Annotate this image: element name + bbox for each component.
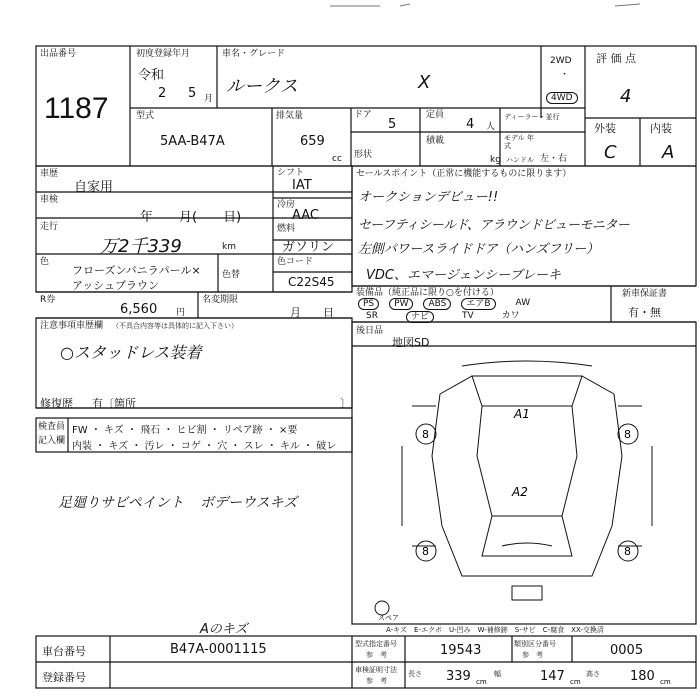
handle-label: ハンドル bbox=[506, 156, 534, 164]
displacement: 659 bbox=[300, 134, 325, 149]
category: 0005 bbox=[610, 643, 644, 658]
ref-label-2: 参 考 bbox=[522, 651, 543, 659]
inspector-row-2: 内装 ・ キズ ・ 汚レ ・ コゲ ・ 穴 ・ スレ ・ キル ・ 破レ bbox=[72, 441, 337, 452]
notes-text: ○スタッドレス装着 bbox=[60, 343, 202, 362]
equipment-row-1 bbox=[358, 298, 530, 310]
memo-3: Aのキズ bbox=[200, 622, 248, 637]
score: 4 bbox=[620, 86, 632, 107]
model-year-label: モデル 年式 bbox=[504, 134, 534, 150]
cc-unit: cc bbox=[332, 154, 342, 164]
sales-point-line-4: VDC、エマージェンシーブレーキ bbox=[366, 268, 561, 283]
capacity-label: 定員 bbox=[426, 110, 445, 120]
diagram-legend: A-キズ E-エクボ U-凹み W-補修跡 S-サビ C-腐食 XX-交換済 bbox=[386, 626, 604, 634]
inspector-label-1: 検査員 bbox=[38, 422, 66, 432]
equip-navi: ナビ bbox=[406, 311, 434, 323]
color-code: C22S45 bbox=[288, 275, 335, 289]
color-code-label: 色コード bbox=[277, 257, 314, 267]
color-label: 色 bbox=[40, 257, 50, 267]
length: 339 bbox=[446, 669, 471, 684]
repair-close: 〕 bbox=[340, 397, 351, 410]
equipment-label: 装備品（純正品に限り○を付ける） bbox=[356, 288, 499, 298]
history-label: 車歴 bbox=[40, 169, 59, 179]
shift: IAT bbox=[292, 178, 312, 193]
equipment-row-2 bbox=[366, 311, 520, 323]
length-label: 長さ bbox=[408, 670, 422, 678]
mileage-unit: km bbox=[222, 242, 236, 252]
paint-label: 色替 bbox=[222, 270, 241, 280]
capacity: 4 bbox=[466, 117, 475, 132]
designation-label: 型式指定番号 bbox=[355, 640, 397, 648]
seal-label: 名変期限 bbox=[202, 295, 239, 305]
kg-unit: kg bbox=[490, 155, 501, 165]
shaken-label: 車検 bbox=[40, 195, 59, 205]
reg-label: 登録番号 bbox=[42, 671, 86, 684]
model: 5AA-B47A bbox=[160, 134, 225, 149]
equip-tv: TV bbox=[461, 311, 474, 321]
lot-number: 1187 bbox=[44, 92, 109, 125]
door-label: ドア bbox=[354, 110, 372, 120]
aftermarket-value: 地図SD bbox=[392, 336, 430, 349]
drive-2wd: 2WD bbox=[550, 56, 572, 66]
carname-label: 車名・グレード bbox=[222, 49, 286, 59]
history-value: 自家用 bbox=[74, 180, 114, 195]
repair-value: 有〔箇所 bbox=[92, 397, 136, 410]
shaken-value: 年 月( 日) bbox=[140, 210, 242, 225]
first-reg-label: 初度登録年月 bbox=[136, 49, 191, 59]
shift-label: シフト bbox=[277, 168, 305, 178]
ref-label-3: 参 考 bbox=[366, 677, 387, 685]
damage-mark-a1: A1 bbox=[514, 407, 530, 421]
drive-dot: ・ bbox=[560, 70, 570, 80]
ref-label-1: 参 考 bbox=[366, 651, 387, 659]
equip-abs: ABS bbox=[423, 298, 451, 310]
equip-ps: PS bbox=[358, 298, 379, 310]
seal-value: 月 日 bbox=[290, 306, 334, 319]
chassis: B47A-0001115 bbox=[170, 642, 267, 657]
interior-grade: A bbox=[662, 142, 675, 163]
tire-mark-fr: 8 bbox=[624, 428, 631, 441]
length-unit: cm bbox=[476, 678, 487, 686]
shape-label: 形状 bbox=[354, 150, 373, 160]
era: 令和 bbox=[138, 68, 165, 83]
displacement-label: 排気量 bbox=[276, 111, 304, 121]
dims-label: 車検証明寸法 bbox=[355, 666, 397, 674]
tire-mark-rl: 8 bbox=[422, 545, 429, 558]
sales-point-line-2: セーフティシールド、アラウンドビューモニター bbox=[358, 218, 630, 233]
category-label: 類別区分番号 bbox=[514, 640, 556, 648]
tax: 6,560 bbox=[120, 302, 158, 317]
sales-point-label: セールスポイント（正常に機能するものに限ります） bbox=[356, 169, 572, 179]
color-2: アッシュブラウン bbox=[72, 279, 160, 292]
mileage-label: 走行 bbox=[40, 222, 59, 232]
sales-point-line-1: オークションデビュー!! bbox=[358, 190, 499, 205]
interior-label: 内装 bbox=[650, 122, 672, 135]
equip-sr: SR bbox=[366, 311, 378, 321]
height-unit: cm bbox=[660, 678, 671, 686]
width: 147 bbox=[540, 669, 565, 684]
sales-point-line-3: 左側パワースライドドア（ハンズフリー） bbox=[358, 242, 599, 257]
reg-month: 5 bbox=[188, 86, 197, 101]
guarantee-value: 有・無 bbox=[628, 306, 661, 319]
equip-leather: カワ bbox=[501, 311, 520, 321]
load-label: 積載 bbox=[426, 136, 445, 146]
chassis-label: 車台番号 bbox=[42, 645, 86, 658]
notes-sub: （不具合内容等は具体的に記入下さい） bbox=[112, 322, 238, 330]
exterior-label: 外装 bbox=[594, 122, 616, 135]
tire-mark-fl: 8 bbox=[422, 428, 429, 441]
designation: 19543 bbox=[440, 643, 482, 658]
lot-label: 出品番号 bbox=[40, 49, 77, 59]
ac: AAC bbox=[292, 208, 319, 223]
doors: 5 bbox=[388, 117, 397, 132]
inspector-row-1: FW ・ キズ ・ 飛石 ・ ヒビ割 ・ リペア跡 ・ ×要 bbox=[72, 425, 298, 436]
capacity-unit: 人 bbox=[486, 122, 496, 132]
car-name: ルークス bbox=[226, 76, 298, 97]
equip-aw: AW bbox=[515, 298, 531, 308]
car-diagram bbox=[352, 346, 696, 624]
tax-unit: 円 bbox=[176, 308, 186, 318]
guarantee-label: 新車保証書 bbox=[622, 289, 668, 299]
month-unit: 月 bbox=[204, 94, 214, 104]
memo-2: ボデーウスキズ bbox=[200, 495, 298, 511]
model-label: 型式 bbox=[136, 111, 155, 121]
dealer-label: ディーラー・並行 bbox=[504, 113, 560, 121]
equip-pw: PW bbox=[389, 298, 413, 310]
inspector-label-2: 記入欄 bbox=[38, 436, 66, 446]
height-label: 高さ bbox=[586, 670, 600, 678]
aftermarket-label: 後日品 bbox=[356, 326, 384, 336]
ac-label: 冷房 bbox=[277, 200, 296, 210]
grade: X bbox=[418, 72, 431, 93]
width-unit: cm bbox=[570, 678, 581, 686]
height: 180 bbox=[630, 669, 655, 684]
damage-mark-a2: A2 bbox=[512, 485, 528, 499]
notes-label: 注意事項車歴欄 bbox=[40, 321, 104, 331]
memo-1: 足廻りサビペイント bbox=[58, 495, 184, 511]
spare-label: スペア bbox=[378, 614, 399, 622]
equip-airbag: エアB bbox=[461, 298, 495, 310]
mileage: 万2千339 bbox=[100, 236, 182, 257]
handle: 左・右 bbox=[540, 154, 568, 164]
width-label: 幅 bbox=[494, 670, 501, 678]
exterior-grade: C bbox=[604, 142, 617, 163]
tire-mark-rr: 8 bbox=[624, 545, 631, 558]
tax-label: R券 bbox=[40, 295, 56, 305]
drive-4wd: 4WD bbox=[546, 92, 578, 104]
color-1: フローズンバニラパール× bbox=[72, 264, 201, 277]
score-label: 評 価 点 bbox=[596, 52, 636, 65]
fuel-label: 燃料 bbox=[277, 224, 296, 234]
fuel: ガソリン bbox=[282, 240, 335, 255]
repair-label: 修復歴 bbox=[40, 397, 73, 410]
reg-year: 2 bbox=[158, 86, 167, 101]
